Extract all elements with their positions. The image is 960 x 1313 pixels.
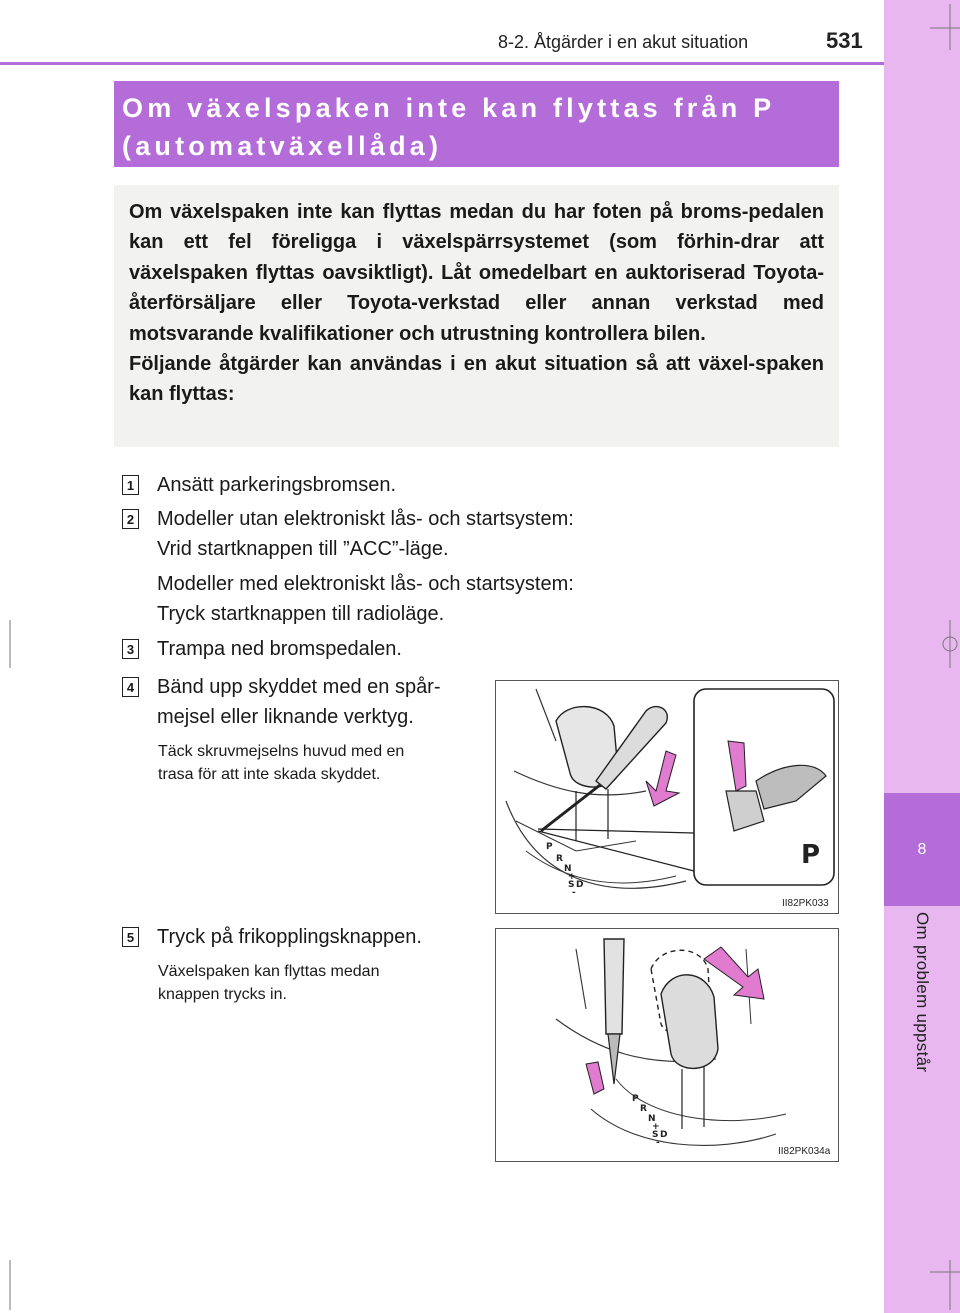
section-heading: 8-2. Åtgärder i en akut situation bbox=[498, 32, 749, 52]
fig2-gate-letter-d: D bbox=[660, 1130, 668, 1140]
gate-letter-minus: - bbox=[572, 888, 576, 898]
intro-box bbox=[114, 185, 839, 447]
figure-1-p-letter: P bbox=[801, 840, 821, 870]
fig2-gate-letter-p: P bbox=[632, 1094, 639, 1104]
fig2-gate-letter-minus: - bbox=[656, 1138, 660, 1148]
fig2-gate-letter-n: N bbox=[648, 1114, 656, 1124]
step-1-text: Ansätt parkeringsbromsen. bbox=[157, 474, 397, 496]
gate-letter-r: R bbox=[556, 854, 563, 864]
chapter-number: 8 bbox=[917, 840, 927, 858]
step-4-note-line1: Täck skruvmejselns huvud med en bbox=[158, 743, 405, 760]
chapter-title: Om problem uppstår bbox=[913, 912, 932, 1073]
page-title-line1: Om växelspaken inte kan flyttas från P bbox=[122, 93, 776, 123]
step-2-line1: Modeller utan elektroniskt lås- och startsystem: bbox=[157, 508, 574, 530]
chapter-title-tab bbox=[884, 912, 960, 1112]
step-2-line2: Vrid startknappen till ”ACC”-läge. bbox=[157, 538, 449, 560]
page-number: 531 bbox=[826, 28, 863, 53]
step-5-note-line2: knappen trycks in. bbox=[158, 986, 287, 1003]
gate-letter-s: S bbox=[568, 880, 575, 890]
figure-press-release bbox=[495, 928, 839, 1162]
illustration-release-button bbox=[496, 929, 839, 1162]
step-5-note-line1: Växelspaken kan flyttas medan bbox=[158, 963, 380, 980]
fig2-gate-letter-plus: + bbox=[652, 1122, 660, 1132]
header-rule bbox=[0, 62, 884, 65]
intro-paragraph-1: Om växelspaken inte kan flyttas medan du har foten på broms-pedalen kan ett fel föreligga i växelspärrsystemet (som förhin-drar att växelspaken flyttas oavsiktligt). Låt omedelbart en auktoriserad Toyota-återförsäljare eller Toyota-verkstad eller annan verkstad med motsvarande kvalifikationer och utrustning kontrollera bilen. bbox=[129, 201, 824, 345]
fig2-gate-letter-r: R bbox=[640, 1104, 647, 1114]
gate-letter-n: N bbox=[564, 864, 572, 874]
step-2-line4: Tryck startknappen till radioläge. bbox=[157, 603, 445, 625]
chapter-number-tab[interactable] bbox=[884, 793, 960, 906]
step-3-text: Trampa ned bromspedalen. bbox=[157, 638, 402, 660]
fig2-gate-letter-s: S bbox=[652, 1130, 659, 1140]
step-4-line2: mejsel eller liknande verktyg. bbox=[157, 706, 414, 728]
step-5-text: Tryck på frikopplingsknappen. bbox=[157, 926, 422, 948]
page-title bbox=[114, 81, 839, 167]
gate-letter-p: P bbox=[546, 842, 553, 852]
page-title-line2: (automatväxellåda) bbox=[122, 131, 443, 161]
step-number-4: 4 bbox=[122, 677, 139, 697]
figure-1-code: II82PK033 bbox=[782, 898, 829, 909]
step-number-3: 3 bbox=[122, 639, 139, 659]
figure-remove-cover bbox=[495, 680, 839, 914]
illustration-screwdriver-cover bbox=[496, 681, 839, 914]
step-number-2: 2 bbox=[122, 509, 139, 529]
intro-paragraph-2: Följande åtgärder kan användas i en akut situation så att växel-spaken kan flyttas: bbox=[129, 353, 824, 406]
step-4-line1: Bänd upp skyddet med en spår- bbox=[157, 676, 441, 698]
gate-letter-plus: + bbox=[568, 872, 576, 882]
step-4-note-line2: trasa för att inte skada skyddet. bbox=[158, 766, 381, 783]
figure-2-code: II82PK034a bbox=[778, 1146, 831, 1157]
step-number-1: 1 bbox=[122, 475, 139, 495]
step-number-5: 5 bbox=[122, 927, 139, 947]
step-2-line3: Modeller med elektroniskt lås- och startsystem: bbox=[157, 573, 574, 595]
gate-letter-d: D bbox=[576, 880, 584, 890]
side-tab bbox=[884, 0, 960, 1313]
